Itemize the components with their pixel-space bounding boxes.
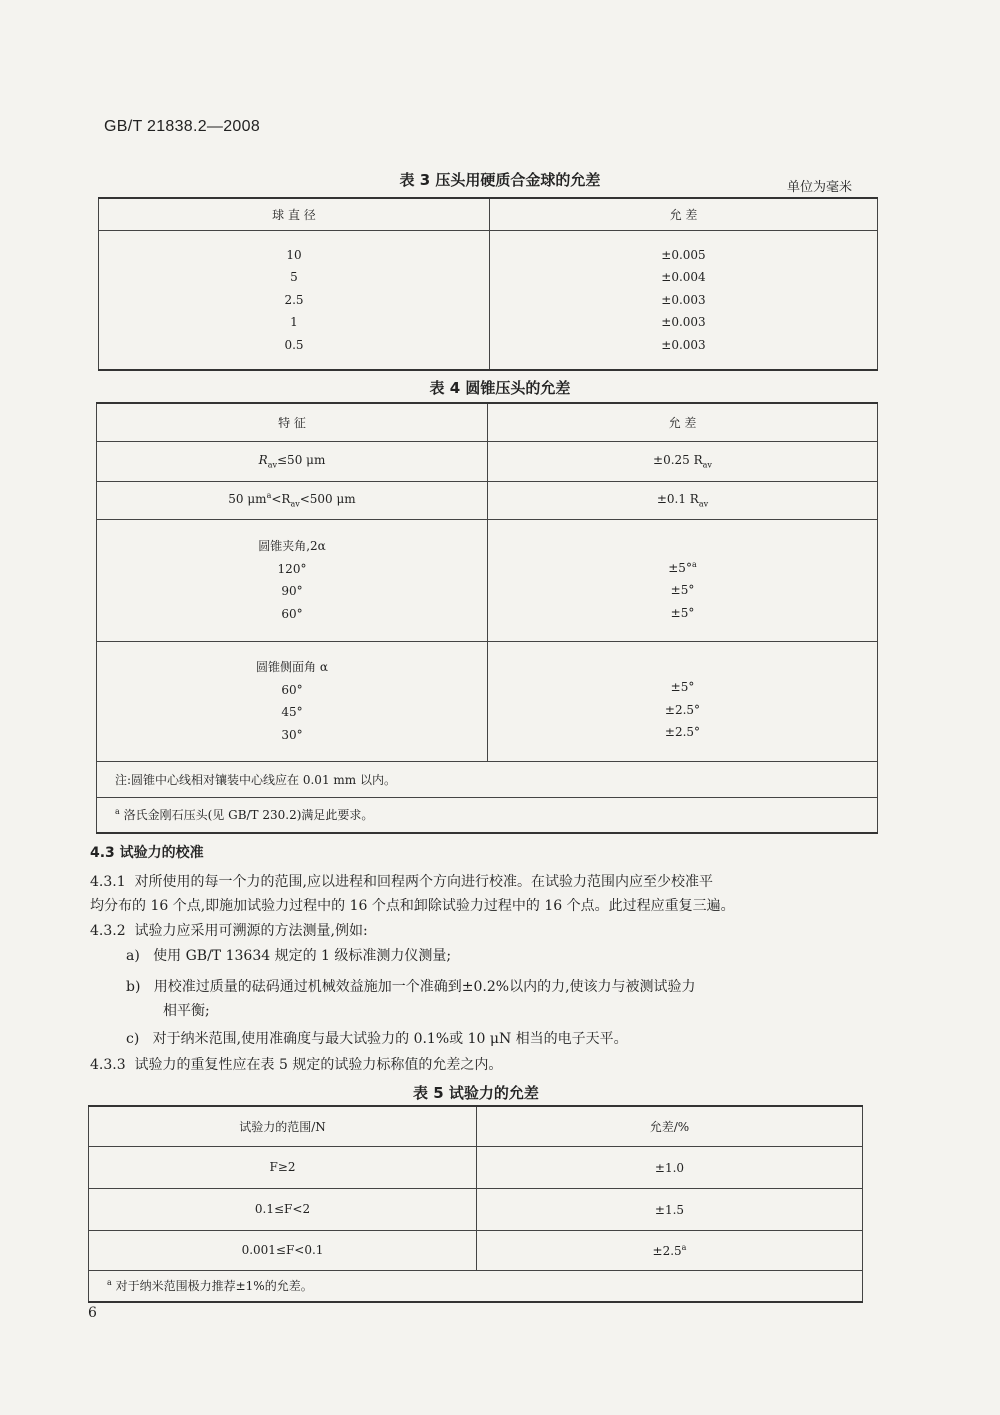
diameter-value: 1 — [290, 315, 298, 329]
tolerance-cone-angle — [488, 519, 878, 641]
table5-caption: 表 5 试验力的允差 — [413, 1084, 539, 1102]
para-number: 4.3.3 — [90, 1057, 126, 1073]
table5-header-tolerance: 允差/% — [477, 1106, 863, 1146]
tolerance-value: ±0.003 — [661, 337, 706, 352]
table3 — [98, 197, 878, 371]
list-item-b: b) 用校准过质量的砝码通过机械效益施加一个准确到±0.2%以内的力,使该力与被测试验力 相平衡; — [126, 979, 696, 1019]
side-angle-tolerance: ±5° — [670, 680, 695, 695]
table4-footnote: $^a$ 洛氏金刚石压头(见 GB/T 230.2)满足此要求。 — [97, 797, 878, 833]
cone-angle-label: 圆锥夹角,2α — [258, 539, 326, 553]
force-tolerance: ±1.5 — [477, 1188, 863, 1230]
cone-angle-value: 90° — [281, 584, 303, 598]
para-number: 4.3.1 — [90, 874, 126, 890]
diameter-value: 0.5 — [284, 337, 304, 352]
list-item-a: a) 使用 GB/T 13634 规定的 1 级标准测力仪测量; — [126, 948, 452, 964]
cone-angle-tolerance: ±5°$^a$ — [668, 559, 697, 575]
side-angle-value: 60° — [281, 682, 303, 697]
para-number: 4.3.2 — [90, 923, 126, 939]
tolerance-value: ±0.005 — [661, 247, 706, 262]
table5-header-range: 试验力的范围/N — [89, 1106, 477, 1146]
side-angle-label: 圆锥侧面角 α — [256, 660, 328, 674]
table4 — [96, 402, 878, 834]
feature-rav-small: $R_{av}\le 50$ μm — [97, 441, 488, 481]
tolerance-value: ±0.003 — [661, 292, 706, 307]
section-heading: 4.3 试验力的校准 — [90, 845, 204, 861]
paragraph-4-3-3: 4.3.3 试验力的重复性应在表 5 规定的试验力标称值的允差之内。 — [90, 1057, 503, 1073]
list-item-c: c) 对于纳米范围,使用准确度与最大试验力的 0.1%或 10 μN 相当的电子天平。 — [126, 1031, 628, 1047]
cone-angle-value: 60° — [281, 606, 303, 621]
side-angle-value: 30° — [281, 727, 303, 742]
tolerance-value: ±0.003 — [661, 315, 706, 329]
table4-note: 注:圆锥中心线相对镶装中心线应在 0.01 mm 以内。 — [97, 761, 878, 797]
side-angle-tolerance: ±2.5° — [664, 725, 701, 740]
force-range: 0.1≤F<2 — [89, 1188, 477, 1230]
table5 — [88, 1105, 863, 1303]
table4-header-feature: 特 征 — [97, 403, 488, 441]
force-range: 0.001≤F<0.1 — [89, 1230, 477, 1270]
diameter-value: 5 — [290, 270, 298, 284]
side-angle-value: 45° — [281, 705, 303, 719]
cone-angle-value: 120° — [277, 561, 307, 576]
side-angle-tolerance: ±2.5° — [664, 702, 701, 717]
page-number: 6 — [88, 1305, 97, 1321]
diameter-value: 10 — [286, 247, 302, 262]
cone-angle-tolerance: ±5° — [670, 605, 695, 620]
diameter-value: 2.5 — [284, 292, 304, 307]
table3-caption: 表 3 压头用硬质合金球的允差 — [399, 171, 601, 189]
table5-footnote: $^a$ 对于纳米范围极力推荐±1%的允差。 — [89, 1270, 863, 1302]
feature-side-angle — [97, 641, 488, 761]
tolerance-rav-small: ±0.25 $R_{av}$ — [488, 441, 878, 481]
feature-rav-large: 50 $\mu m^a<R_{av}<500$ μm — [97, 481, 488, 519]
feature-cone-angle — [97, 519, 488, 641]
document-header: GB/T 21838.2—2008 — [104, 118, 261, 135]
table4-caption: 表 4 圆锥压头的允差 — [429, 379, 571, 397]
table3-tolerances — [490, 230, 878, 370]
tolerance-value: ±0.004 — [661, 270, 706, 284]
table3-diameters — [99, 230, 490, 370]
table3-header-tolerance: 允 差 — [490, 198, 878, 230]
paragraph-4-3-2: 4.3.2 试验力应采用可溯源的方法测量,例如: — [90, 923, 368, 939]
paragraph-4-3-1: 4.3.1 对所使用的每一个力的范围,应以进程和回程两个方向进行校准。在试验力范围内应至少校准平 均分布的 16 个点,即施加试验力过程中的 16 个点和卸除试验力过程中的 16 个点。此过程应重复三遍。 — [90, 874, 735, 914]
table3-unit: 单位为毫米 — [787, 180, 853, 195]
cone-angle-tolerance: ±5° — [670, 583, 695, 598]
tolerance-side-angle — [488, 641, 878, 761]
table4-header-tolerance: 允 差 — [488, 403, 878, 441]
force-tolerance: ±2.5$^a$ — [477, 1230, 863, 1270]
tolerance-rav-large: ±0.1 $R_{av}$ — [488, 481, 878, 519]
force-range: F≥2 — [89, 1146, 477, 1188]
table3-header-diameter: 球 直 径 — [99, 198, 490, 230]
force-tolerance: ±1.0 — [477, 1146, 863, 1188]
